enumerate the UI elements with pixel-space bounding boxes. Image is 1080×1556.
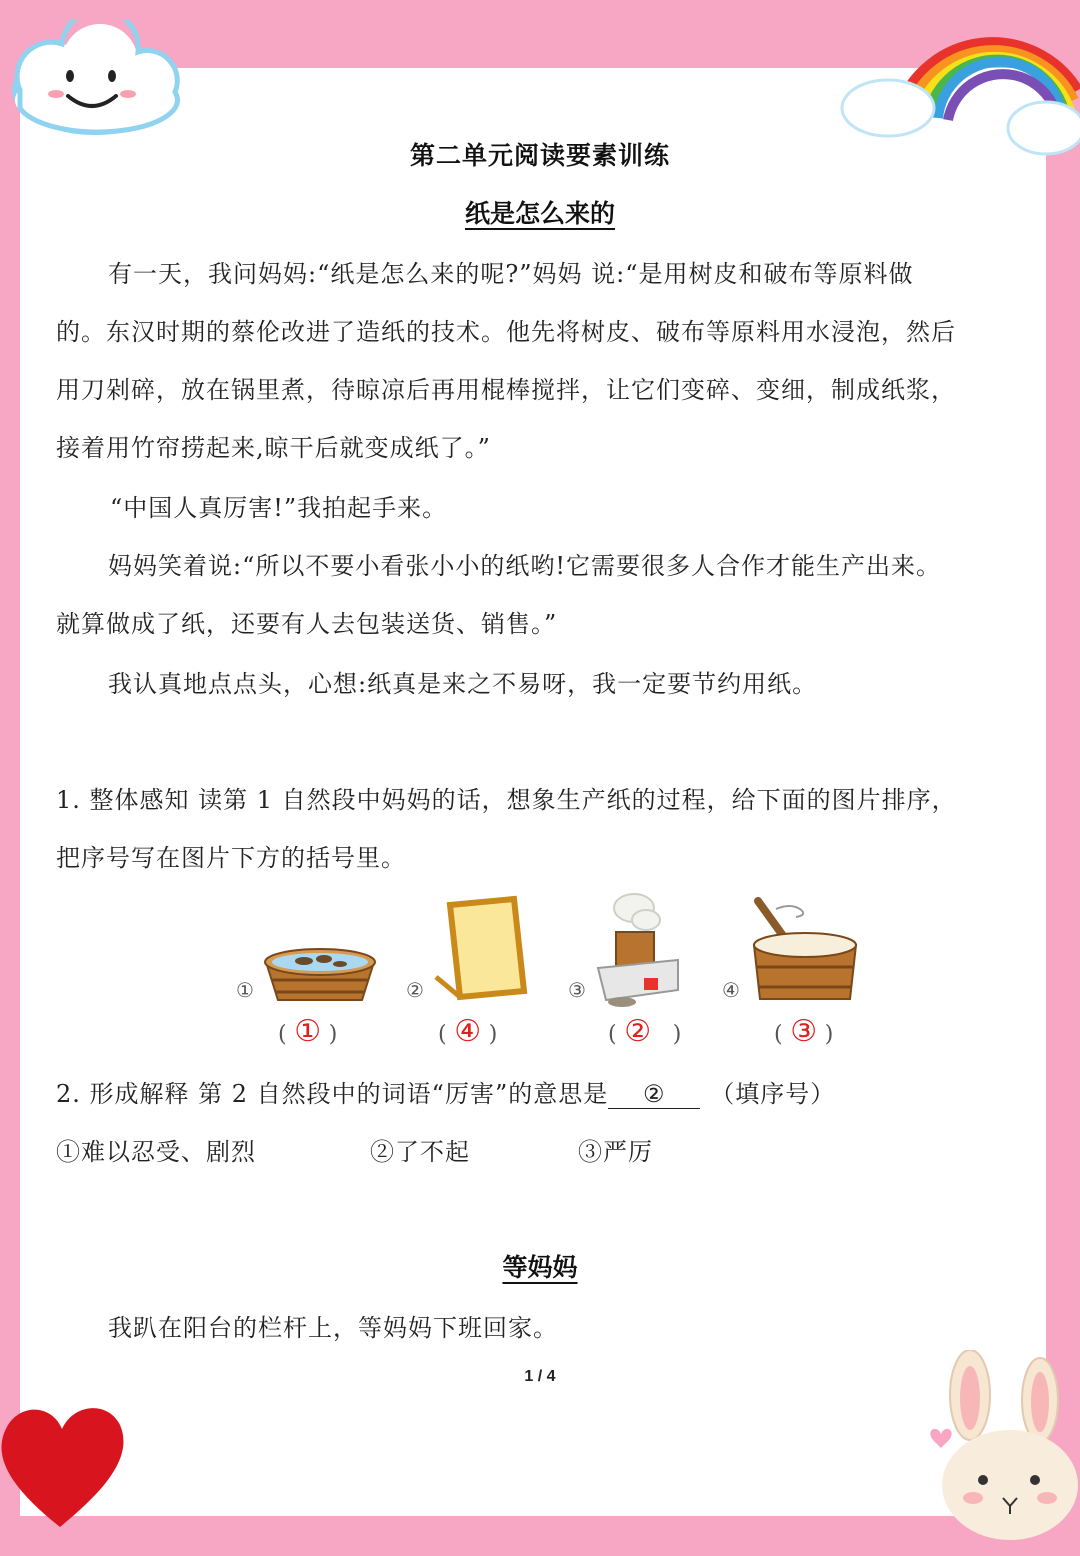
passage-line: “中国人真厉害!”我拍起手来。 — [110, 494, 448, 522]
passage-title: 纸是怎么来的 — [464, 199, 615, 228]
passage-line: 我认真地点点头，心想:纸真是来之不易呀，我一定要节约用纸。 — [108, 670, 818, 698]
picture-number: ② — [406, 978, 424, 1002]
option-item: ①难以忍受、剧烈 — [56, 1138, 256, 1166]
picture-number: ① — [236, 978, 254, 1002]
picture-number: ④ — [722, 978, 740, 1002]
question-1-prompt: 把序号写在图片下方的括号里。 — [56, 844, 406, 872]
passage-line: 妈妈笑着说:“所以不要小看张小小的纸哟!它需要很多人合作才能生产出来。 — [108, 552, 941, 580]
answer-mark: ④ — [454, 1014, 482, 1049]
passage-line: 的。东汉时期的蔡伦改进了造纸的技术。他先将树皮、破布等原料用水浸泡，然后 — [56, 318, 956, 346]
passage-line: 就算做成了纸，还要有人去包装送货、销售。” — [56, 610, 558, 638]
passage-line: 接着用竹帘捞起来,晾干后就变成纸了。” — [56, 434, 491, 462]
page-number: 1 / 4 — [524, 1368, 556, 1385]
question-1-prompt: 1. 整体感知 读第 1 自然段中妈妈的话，想象生产纸的过程，给下面的图片排序， — [56, 786, 957, 814]
answer-slot[interactable]: ( ④ ) — [438, 1014, 498, 1049]
fill-blank[interactable] — [608, 1080, 700, 1109]
answer-mark: ③ — [790, 1014, 818, 1049]
section-title: 等妈妈 — [502, 1253, 578, 1282]
soaking-tub-icon — [260, 940, 380, 1010]
answer-slot[interactable]: ( ① ) — [278, 1014, 338, 1049]
bamboo-screen-frame-icon — [430, 895, 530, 1005]
page-title: 第二单元阅读要素训练 — [409, 141, 670, 170]
passage-line: 有一天，我问妈妈:“纸是怎么来的呢?”妈妈 说:“是用树皮和破布等原料做 — [108, 260, 914, 288]
option-item: ③严厉 — [578, 1138, 653, 1166]
question-2-prompt: 2. 形成解释 第 2 自然段中的词语“厉害”的意思是 ② （填序号） — [56, 1080, 836, 1108]
passage-line: 我趴在阳台的栏杆上，等妈妈下班回家。 — [108, 1314, 558, 1342]
answer-mark: ① — [294, 1014, 322, 1049]
boiling-pot-stove-icon — [592, 890, 687, 1015]
answer-mark: ② — [624, 1014, 652, 1049]
answer-slot[interactable]: ( ③ ) — [774, 1014, 834, 1049]
smiley-cloud-icon — [0, 20, 190, 140]
answer-slot[interactable]: ( ② ) — [608, 1014, 682, 1049]
passage-line: 用刀剁碎，放在锅里煮，待晾凉后再用棍棒搅拌，让它们变碎、变细，制成纸浆， — [56, 376, 956, 404]
blank-answer: ② — [642, 1080, 666, 1108]
picture-number: ③ — [568, 978, 586, 1002]
heart-icon — [0, 1395, 130, 1535]
option-item: ②了不起 — [370, 1138, 470, 1166]
stirring-barrel-icon — [746, 895, 861, 1010]
